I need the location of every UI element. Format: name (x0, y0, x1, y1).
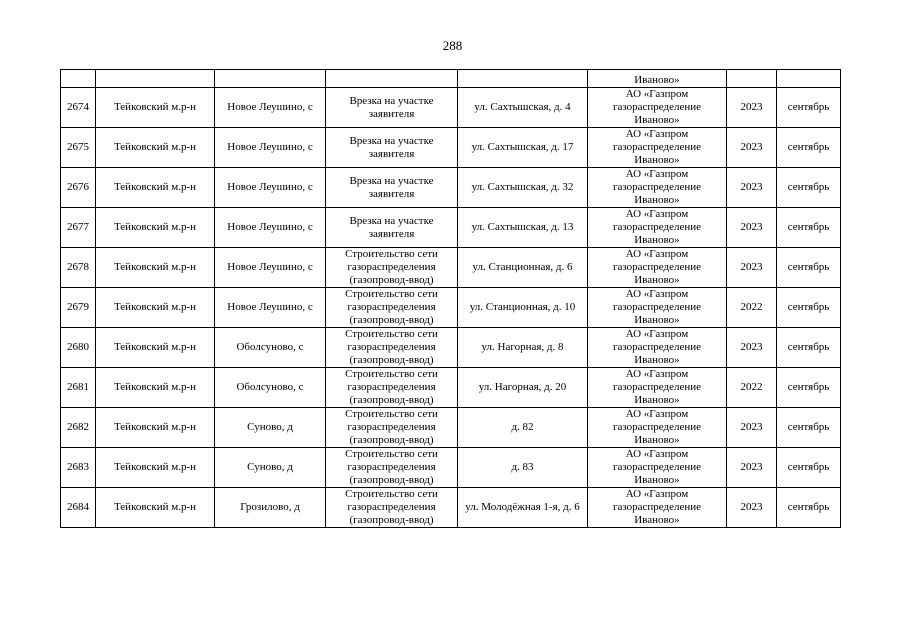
month-cell: сентябрь (777, 88, 841, 128)
settlement-cell: Суново, д (215, 408, 326, 448)
address-cell: ул. Сахтышская, д. 13 (458, 208, 588, 248)
table-row (61, 128, 841, 168)
year-cell: 2023 (727, 408, 777, 448)
work-type-cell: Строительство сети газораспределения (газопровод-ввод) (326, 448, 458, 488)
district-cell: Тейковский м.р-н (96, 208, 215, 248)
table-row (61, 88, 841, 128)
work-type-cell: Строительство сети газораспределения (газопровод-ввод) (326, 408, 458, 448)
table-row (61, 408, 841, 448)
settlement-cell: Новое Леушино, с (215, 288, 326, 328)
row-number-cell: 2681 (61, 368, 96, 408)
row-number-cell: 2680 (61, 328, 96, 368)
work-type-cell: Строительство сети газораспределения (газопровод-ввод) (326, 288, 458, 328)
address-cell: д. 82 (458, 408, 588, 448)
year-cell: 2023 (727, 128, 777, 168)
year-cell: 2022 (727, 288, 777, 328)
settlement-cell: Новое Леушино, с (215, 168, 326, 208)
address-cell: ул. Станционная, д. 6 (458, 248, 588, 288)
organization-cell: АО «Газпром газораспределение Иваново» (588, 368, 727, 408)
district-cell (96, 70, 215, 88)
address-cell: ул. Станционная, д. 10 (458, 288, 588, 328)
table-row (61, 168, 841, 208)
organization-cell: АО «Газпром газораспределение Иваново» (588, 128, 727, 168)
address-cell: ул. Сахтышская, д. 4 (458, 88, 588, 128)
settlement-cell: Новое Леушино, с (215, 88, 326, 128)
month-cell: сентябрь (777, 248, 841, 288)
row-number-cell: 2677 (61, 208, 96, 248)
month-cell: сентябрь (777, 168, 841, 208)
district-cell: Тейковский м.р-н (96, 128, 215, 168)
district-cell: Тейковский м.р-н (96, 168, 215, 208)
district-cell: Тейковский м.р-н (96, 368, 215, 408)
district-cell: Тейковский м.р-н (96, 288, 215, 328)
address-cell: ул. Нагорная, д. 8 (458, 328, 588, 368)
month-cell: сентябрь (777, 368, 841, 408)
table-row (61, 328, 841, 368)
year-cell: 2023 (727, 168, 777, 208)
organization-cell: АО «Газпром газораспределение Иваново» (588, 328, 727, 368)
year-cell: 2023 (727, 208, 777, 248)
row-number-cell: 2682 (61, 408, 96, 448)
month-cell (777, 70, 841, 88)
address-cell: д. 83 (458, 448, 588, 488)
table-row (61, 488, 841, 528)
district-cell: Тейковский м.р-н (96, 408, 215, 448)
work-type-cell: Строительство сети газораспределения (газопровод-ввод) (326, 488, 458, 528)
page-number: 288 (442, 38, 463, 53)
table-body (61, 70, 841, 528)
row-number-cell: 2675 (61, 128, 96, 168)
district-cell: Тейковский м.р-н (96, 88, 215, 128)
table-row (61, 208, 841, 248)
continuation-row (61, 70, 841, 88)
district-cell: Тейковский м.р-н (96, 488, 215, 528)
settlement-cell: Новое Леушино, с (215, 248, 326, 288)
row-number-cell: 2676 (61, 168, 96, 208)
settlement-cell: Новое Леушино, с (215, 128, 326, 168)
settlement-cell (215, 70, 326, 88)
work-type-cell: Строительство сети газораспределения (газопровод-ввод) (326, 328, 458, 368)
work-type-cell: Врезка на участке заявителя (326, 168, 458, 208)
settlement-cell: Оболсуново, с (215, 328, 326, 368)
work-type-cell: Строительство сети газораспределения (газопровод-ввод) (326, 368, 458, 408)
year-cell: 2023 (727, 328, 777, 368)
settlement-cell: Новое Леушино, с (215, 208, 326, 248)
row-number-cell: 2683 (61, 448, 96, 488)
organization-cell: АО «Газпром газораспределение Иваново» (588, 408, 727, 448)
year-cell (727, 70, 777, 88)
district-cell: Тейковский м.р-н (96, 248, 215, 288)
year-cell: 2023 (727, 88, 777, 128)
month-cell: сентябрь (777, 488, 841, 528)
row-number-cell: 2684 (61, 488, 96, 528)
work-type-cell: Врезка на участке заявителя (326, 208, 458, 248)
month-cell: сентябрь (777, 128, 841, 168)
table-row (61, 448, 841, 488)
gas-connection-table (60, 69, 841, 528)
address-cell: ул. Сахтышская, д. 17 (458, 128, 588, 168)
row-number-cell (61, 70, 96, 88)
year-cell: 2023 (727, 448, 777, 488)
district-cell: Тейковский м.р-н (96, 328, 215, 368)
month-cell: сентябрь (777, 448, 841, 488)
row-number-cell: 2674 (61, 88, 96, 128)
settlement-cell: Суново, д (215, 448, 326, 488)
year-cell: 2023 (727, 248, 777, 288)
year-cell: 2022 (727, 368, 777, 408)
month-cell: сентябрь (777, 208, 841, 248)
row-number-cell: 2678 (61, 248, 96, 288)
work-type-cell (326, 70, 458, 88)
month-cell: сентябрь (777, 288, 841, 328)
district-cell: Тейковский м.р-н (96, 448, 215, 488)
organization-cell: АО «Газпром газораспределение Иваново» (588, 168, 727, 208)
table-row (61, 288, 841, 328)
address-cell: ул. Молодёжная 1-я, д. 6 (458, 488, 588, 528)
organization-cell: АО «Газпром газораспределение Иваново» (588, 448, 727, 488)
settlement-cell: Грозилово, д (215, 488, 326, 528)
address-cell: ул. Сахтышская, д. 32 (458, 168, 588, 208)
year-cell: 2023 (727, 488, 777, 528)
settlement-cell: Оболсуново, с (215, 368, 326, 408)
organization-cell: Иваново» (588, 70, 727, 88)
table-row (61, 368, 841, 408)
table-row (61, 248, 841, 288)
organization-cell: АО «Газпром газораспределение Иваново» (588, 288, 727, 328)
month-cell: сентябрь (777, 408, 841, 448)
work-type-cell: Врезка на участке заявителя (326, 128, 458, 168)
work-type-cell: Врезка на участке заявителя (326, 88, 458, 128)
work-type-cell: Строительство сети газораспределения (газопровод-ввод) (326, 248, 458, 288)
organization-cell: АО «Газпром газораспределение Иваново» (588, 208, 727, 248)
row-number-cell: 2679 (61, 288, 96, 328)
address-cell: ул. Нагорная, д. 20 (458, 368, 588, 408)
organization-cell: АО «Газпром газораспределение Иваново» (588, 248, 727, 288)
month-cell: сентябрь (777, 328, 841, 368)
organization-cell: АО «Газпром газораспределение Иваново» (588, 88, 727, 128)
organization-cell: АО «Газпром газораспределение Иваново» (588, 488, 727, 528)
address-cell (458, 70, 588, 88)
